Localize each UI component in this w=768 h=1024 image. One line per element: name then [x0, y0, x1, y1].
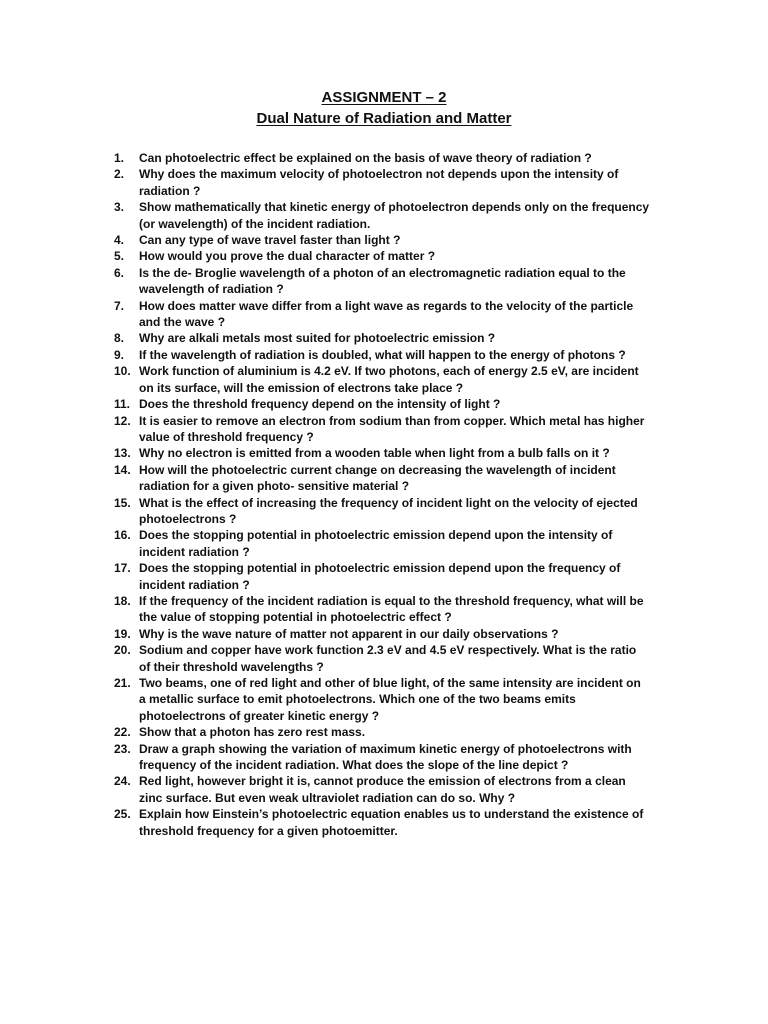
question-text: Sodium and copper have work function 2.3 eV and 4.5 eV respectively. What is the ratio of their threshold wavelengths ? — [139, 643, 637, 674]
question-number: 15. — [114, 495, 131, 510]
question-item — [114, 232, 650, 248]
question-text: If the frequency of the incident radiation is equal to the threshold frequency, what will be the value of stopping potential in photoelectric effect ? — [139, 593, 644, 625]
question-item — [114, 773, 650, 806]
question-item — [114, 626, 650, 642]
question-number: 22. — [114, 725, 131, 740]
question-text: Red light, however bright it is, cannot produce the emission of electrons from a clean zinc surface. But even weak ultraviolet radiation can do so. Why ? — [139, 774, 626, 805]
question-number: 12. — [114, 413, 131, 428]
question-number: 1. — [114, 151, 125, 165]
question-text: Does the stopping potential in photoelectric emission depend upon the frequency of incident radiation ? — [139, 561, 621, 592]
question-text: Two beams, one of red light and other of blue light, of the same intensity are incident on a metallic surface to emit photoelectrons. Which one of the two beams emits photoelectrons of greater kinetic energy ? — [139, 676, 641, 723]
question-text: If the wavelength of radiation is doubled, what will happen to the energy of photons ? — [139, 347, 626, 362]
question-text: Does the stopping potential in photoelectric emission depend upon the intensity of incident radiation ? — [139, 528, 613, 559]
question-text: Is the de- Broglie wavelength of a photon of an electromagnetic radiation equal to the wavelength of radiation ? — [139, 265, 626, 297]
question-list — [114, 150, 650, 839]
question-item — [114, 560, 650, 593]
question-text: Why does the maximum velocity of photoelectron not depends upon the intensity of radiation ? — [139, 167, 619, 198]
question-number: 3. — [114, 200, 125, 215]
question-item — [114, 462, 650, 495]
question-text: Explain how Einstein’s photoelectric equation enables us to understand the existence of threshold frequency for a given photoemitter. — [139, 807, 644, 838]
question-number: 11. — [114, 397, 131, 412]
question-text: Why no electron is emitted from a wooden table when light from a bulb falls on it ? — [139, 446, 610, 461]
question-number: 14. — [114, 462, 131, 477]
assignment-title: ASSIGNMENT – 2 — [321, 89, 447, 106]
question-text: How will the photoelectric current change on decreasing the wavelength of incident radiation for a given photo- sensitive material ? — [139, 462, 616, 494]
question-text: Why is the wave nature of matter not apparent in our daily observations ? — [139, 626, 559, 641]
question-item — [114, 642, 650, 675]
question-item — [114, 396, 650, 412]
question-item — [114, 298, 650, 331]
question-item — [114, 806, 650, 839]
question-number: 6. — [114, 265, 125, 280]
assignment-subtitle: Dual Nature of Radiation and Matter — [256, 110, 512, 127]
question-text: What is the effect of increasing the frequency of incident light on the velocity of ejected photoelectrons ? — [139, 495, 638, 526]
question-number: 25. — [114, 807, 131, 822]
question-text: Does the threshold frequency depend on the intensity of light ? — [139, 397, 501, 412]
question-text: How would you prove the dual character of matter ? — [139, 249, 436, 264]
question-number: 21. — [114, 676, 131, 690]
question-number: 18. — [114, 593, 131, 608]
question-text: Work function of aluminium is 4.2 eV. If two photons, each of energy 2.5 eV, are incident on its surface, will the emission of electrons take place ? — [139, 364, 639, 395]
question-number: 20. — [114, 643, 131, 658]
question-item — [114, 265, 650, 298]
question-number: 16. — [114, 528, 131, 543]
question-text: Can photoelectric effect be explained on the basis of wave theory of radiation ? — [139, 151, 592, 165]
question-item — [114, 495, 650, 528]
question-item — [114, 413, 650, 446]
question-item — [114, 593, 650, 626]
question-number: 5. — [114, 249, 125, 264]
question-number: 9. — [114, 347, 125, 362]
question-item — [114, 248, 650, 264]
question-number: 13. — [114, 446, 131, 461]
question-item — [114, 724, 650, 740]
question-text: Show mathematically that kinetic energy of photoelectron depends only on the frequency (or wavelength) of the incident radiation. — [139, 200, 650, 231]
question-item — [114, 675, 650, 724]
question-text: Can any type of wave travel faster than light ? — [139, 233, 401, 248]
question-number: 8. — [114, 331, 125, 346]
question-text: Why are alkali metals most suited for photoelectric emission ? — [139, 331, 496, 346]
question-item — [114, 527, 650, 560]
question-item — [114, 330, 650, 346]
question-number: 10. — [114, 364, 131, 379]
question-number: 17. — [114, 561, 131, 576]
question-item — [114, 741, 650, 774]
question-number: 2. — [114, 167, 125, 182]
question-item — [114, 199, 650, 232]
question-number: 23. — [114, 741, 131, 756]
question-text: Show that a photon has zero rest mass. — [139, 725, 366, 740]
question-text: Draw a graph showing the variation of maximum kinetic energy of photoelectrons with frequency of the incident radiation. What does the slope of the line depict ? — [139, 741, 632, 773]
question-number: 7. — [114, 298, 125, 313]
question-item — [114, 445, 650, 461]
question-item — [114, 347, 650, 363]
question-text: How does matter wave differ from a light wave as regards to the velocity of the particle and the wave ? — [139, 298, 634, 330]
question-number: 4. — [114, 233, 125, 248]
question-item — [114, 150, 650, 166]
question-number: 19. — [114, 626, 131, 641]
question-number: 24. — [114, 774, 131, 789]
question-item — [114, 363, 650, 396]
question-text: It is easier to remove an electron from sodium than from copper. Which metal has higher value of threshold frequency ? — [139, 413, 645, 444]
question-item — [114, 166, 650, 199]
